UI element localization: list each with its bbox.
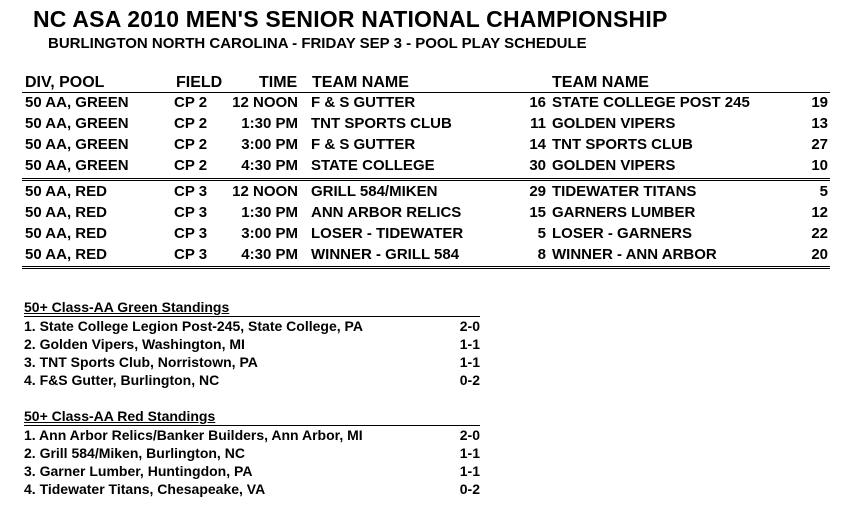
green-standings-title: 50+ Class-AA Green Standings bbox=[24, 299, 230, 315]
game-field: CP 3 bbox=[174, 246, 208, 263]
game-score1: 16 bbox=[529, 94, 546, 111]
game-time: 4:30 PM bbox=[241, 246, 298, 263]
game-time: 12 NOON bbox=[232, 183, 298, 200]
game-score2: 20 bbox=[811, 246, 828, 263]
page-subtitle: BURLINGTON NORTH CAROLINA - FRIDAY SEP 3 - POOL PLAY SCHEDULE bbox=[48, 35, 587, 52]
standing-team: 1. Ann Arbor Relics/Banker Builders, Ann Arbor, MI bbox=[24, 427, 363, 443]
header-team1: TEAM NAME bbox=[312, 74, 409, 91]
game-time: 1:30 PM bbox=[241, 204, 298, 221]
table-row bbox=[22, 245, 830, 266]
standing-team: 2. Grill 584/Miken, Burlington, NC bbox=[24, 445, 245, 461]
game-team1: ANN ARBOR RELICS bbox=[311, 204, 462, 221]
table-row bbox=[22, 224, 830, 245]
table-row bbox=[22, 135, 830, 156]
green-games-group bbox=[22, 93, 830, 177]
standing-team: 3. Garner Lumber, Huntingdon, PA bbox=[24, 463, 253, 479]
game-field: CP 2 bbox=[174, 157, 208, 174]
standing-team: 4. Tidewater Titans, Chesapeake, VA bbox=[24, 481, 266, 497]
standing-record: 0-2 bbox=[459, 481, 480, 497]
game-team2: WINNER - ANN ARBOR bbox=[552, 246, 717, 263]
game-score2: 22 bbox=[811, 225, 828, 242]
game-score1: 15 bbox=[529, 204, 546, 221]
game-team2: LOSER - GARNERS bbox=[552, 225, 693, 242]
game-score1: 5 bbox=[537, 225, 546, 242]
table-row bbox=[22, 156, 830, 177]
game-field: CP 2 bbox=[174, 94, 208, 111]
group-divider bbox=[22, 178, 830, 181]
header-team2: TEAM NAME bbox=[552, 74, 649, 91]
game-div: 50 AA, GREEN bbox=[25, 94, 129, 111]
game-team2: STATE COLLEGE POST 245 bbox=[552, 94, 750, 111]
game-team2: GOLDEN VIPERS bbox=[552, 157, 676, 174]
list-item bbox=[24, 462, 480, 480]
game-time: 3:00 PM bbox=[241, 225, 298, 242]
game-team1: LOSER - TIDEWATER bbox=[311, 225, 464, 242]
table-row bbox=[22, 203, 830, 224]
schedule-header-row bbox=[22, 74, 830, 92]
standing-record: 0-2 bbox=[459, 372, 480, 388]
game-time: 1:30 PM bbox=[241, 115, 298, 132]
list-item bbox=[24, 335, 480, 353]
standing-team: 3. TNT Sports Club, Norristown, PA bbox=[24, 354, 258, 370]
game-score2: 10 bbox=[811, 157, 828, 174]
game-score2: 12 bbox=[811, 204, 828, 221]
game-score1: 8 bbox=[537, 246, 546, 263]
game-div: 50 AA, RED bbox=[25, 204, 107, 221]
standing-record: 1-1 bbox=[459, 445, 480, 461]
standing-record: 2-0 bbox=[459, 427, 480, 443]
game-score2: 19 bbox=[811, 94, 828, 111]
list-item bbox=[24, 444, 480, 462]
game-time: 4:30 PM bbox=[241, 157, 298, 174]
game-field: CP 2 bbox=[174, 115, 208, 132]
game-div: 50 AA, RED bbox=[25, 183, 107, 200]
game-team1: WINNER - GRILL 584 bbox=[311, 246, 460, 263]
standing-record: 1-1 bbox=[459, 354, 480, 370]
game-team1: F & S GUTTER bbox=[311, 136, 416, 153]
game-div: 50 AA, RED bbox=[25, 225, 107, 242]
schedule-table bbox=[22, 74, 830, 269]
header-div-pool: DIV, POOL bbox=[25, 74, 105, 91]
red-games-group bbox=[22, 182, 830, 269]
list-item bbox=[24, 353, 480, 371]
page-title: NC ASA 2010 MEN'S SENIOR NATIONAL CHAMPIONSHIP bbox=[33, 6, 668, 32]
header-time: TIME bbox=[259, 74, 298, 91]
standing-team: 4. F&S Gutter, Burlington, NC bbox=[24, 372, 220, 388]
game-team1: GRILL 584/MIKEN bbox=[311, 183, 438, 200]
standing-record: 1-1 bbox=[459, 463, 480, 479]
game-team1: STATE COLLEGE bbox=[311, 157, 435, 174]
table-row bbox=[22, 93, 830, 114]
game-time: 12 NOON bbox=[232, 94, 298, 111]
list-item bbox=[24, 480, 480, 498]
game-score2: 13 bbox=[811, 115, 828, 132]
game-team2: GOLDEN VIPERS bbox=[552, 115, 676, 132]
game-score1: 14 bbox=[529, 136, 546, 153]
standing-record: 1-1 bbox=[459, 336, 480, 352]
game-score1: 11 bbox=[530, 115, 546, 132]
red-standings-title: 50+ Class-AA Red Standings bbox=[24, 408, 216, 424]
game-team1: TNT SPORTS CLUB bbox=[311, 115, 452, 132]
list-item bbox=[24, 371, 480, 389]
green-standings bbox=[24, 299, 480, 389]
table-row bbox=[22, 182, 830, 203]
table-row bbox=[22, 114, 830, 135]
game-field: CP 3 bbox=[174, 183, 208, 200]
game-div: 50 AA, GREEN bbox=[25, 157, 129, 174]
red-standings bbox=[24, 408, 480, 498]
game-team1: F & S GUTTER bbox=[311, 94, 416, 111]
header-field: FIELD bbox=[176, 74, 223, 91]
game-div: 50 AA, RED bbox=[25, 246, 107, 263]
standing-team: 2. Golden Vipers, Washington, MI bbox=[24, 336, 245, 352]
game-field: CP 3 bbox=[174, 204, 208, 221]
game-team2: TNT SPORTS CLUB bbox=[552, 136, 693, 153]
game-score2: 5 bbox=[819, 183, 828, 200]
game-score1: 30 bbox=[529, 157, 546, 174]
game-score2: 27 bbox=[811, 136, 828, 153]
game-div: 50 AA, GREEN bbox=[25, 115, 129, 132]
game-team2: GARNERS LUMBER bbox=[552, 204, 696, 221]
game-team2: TIDEWATER TITANS bbox=[552, 183, 697, 200]
list-item bbox=[24, 425, 480, 444]
game-field: CP 3 bbox=[174, 225, 208, 242]
game-time: 3:00 PM bbox=[241, 136, 298, 153]
game-score1: 29 bbox=[529, 183, 546, 200]
list-item bbox=[24, 316, 480, 335]
standing-record: 2-0 bbox=[459, 318, 480, 334]
game-field: CP 2 bbox=[174, 136, 208, 153]
standing-team: 1. State College Legion Post-245, State College, PA bbox=[24, 318, 363, 334]
game-div: 50 AA, GREEN bbox=[25, 136, 129, 153]
